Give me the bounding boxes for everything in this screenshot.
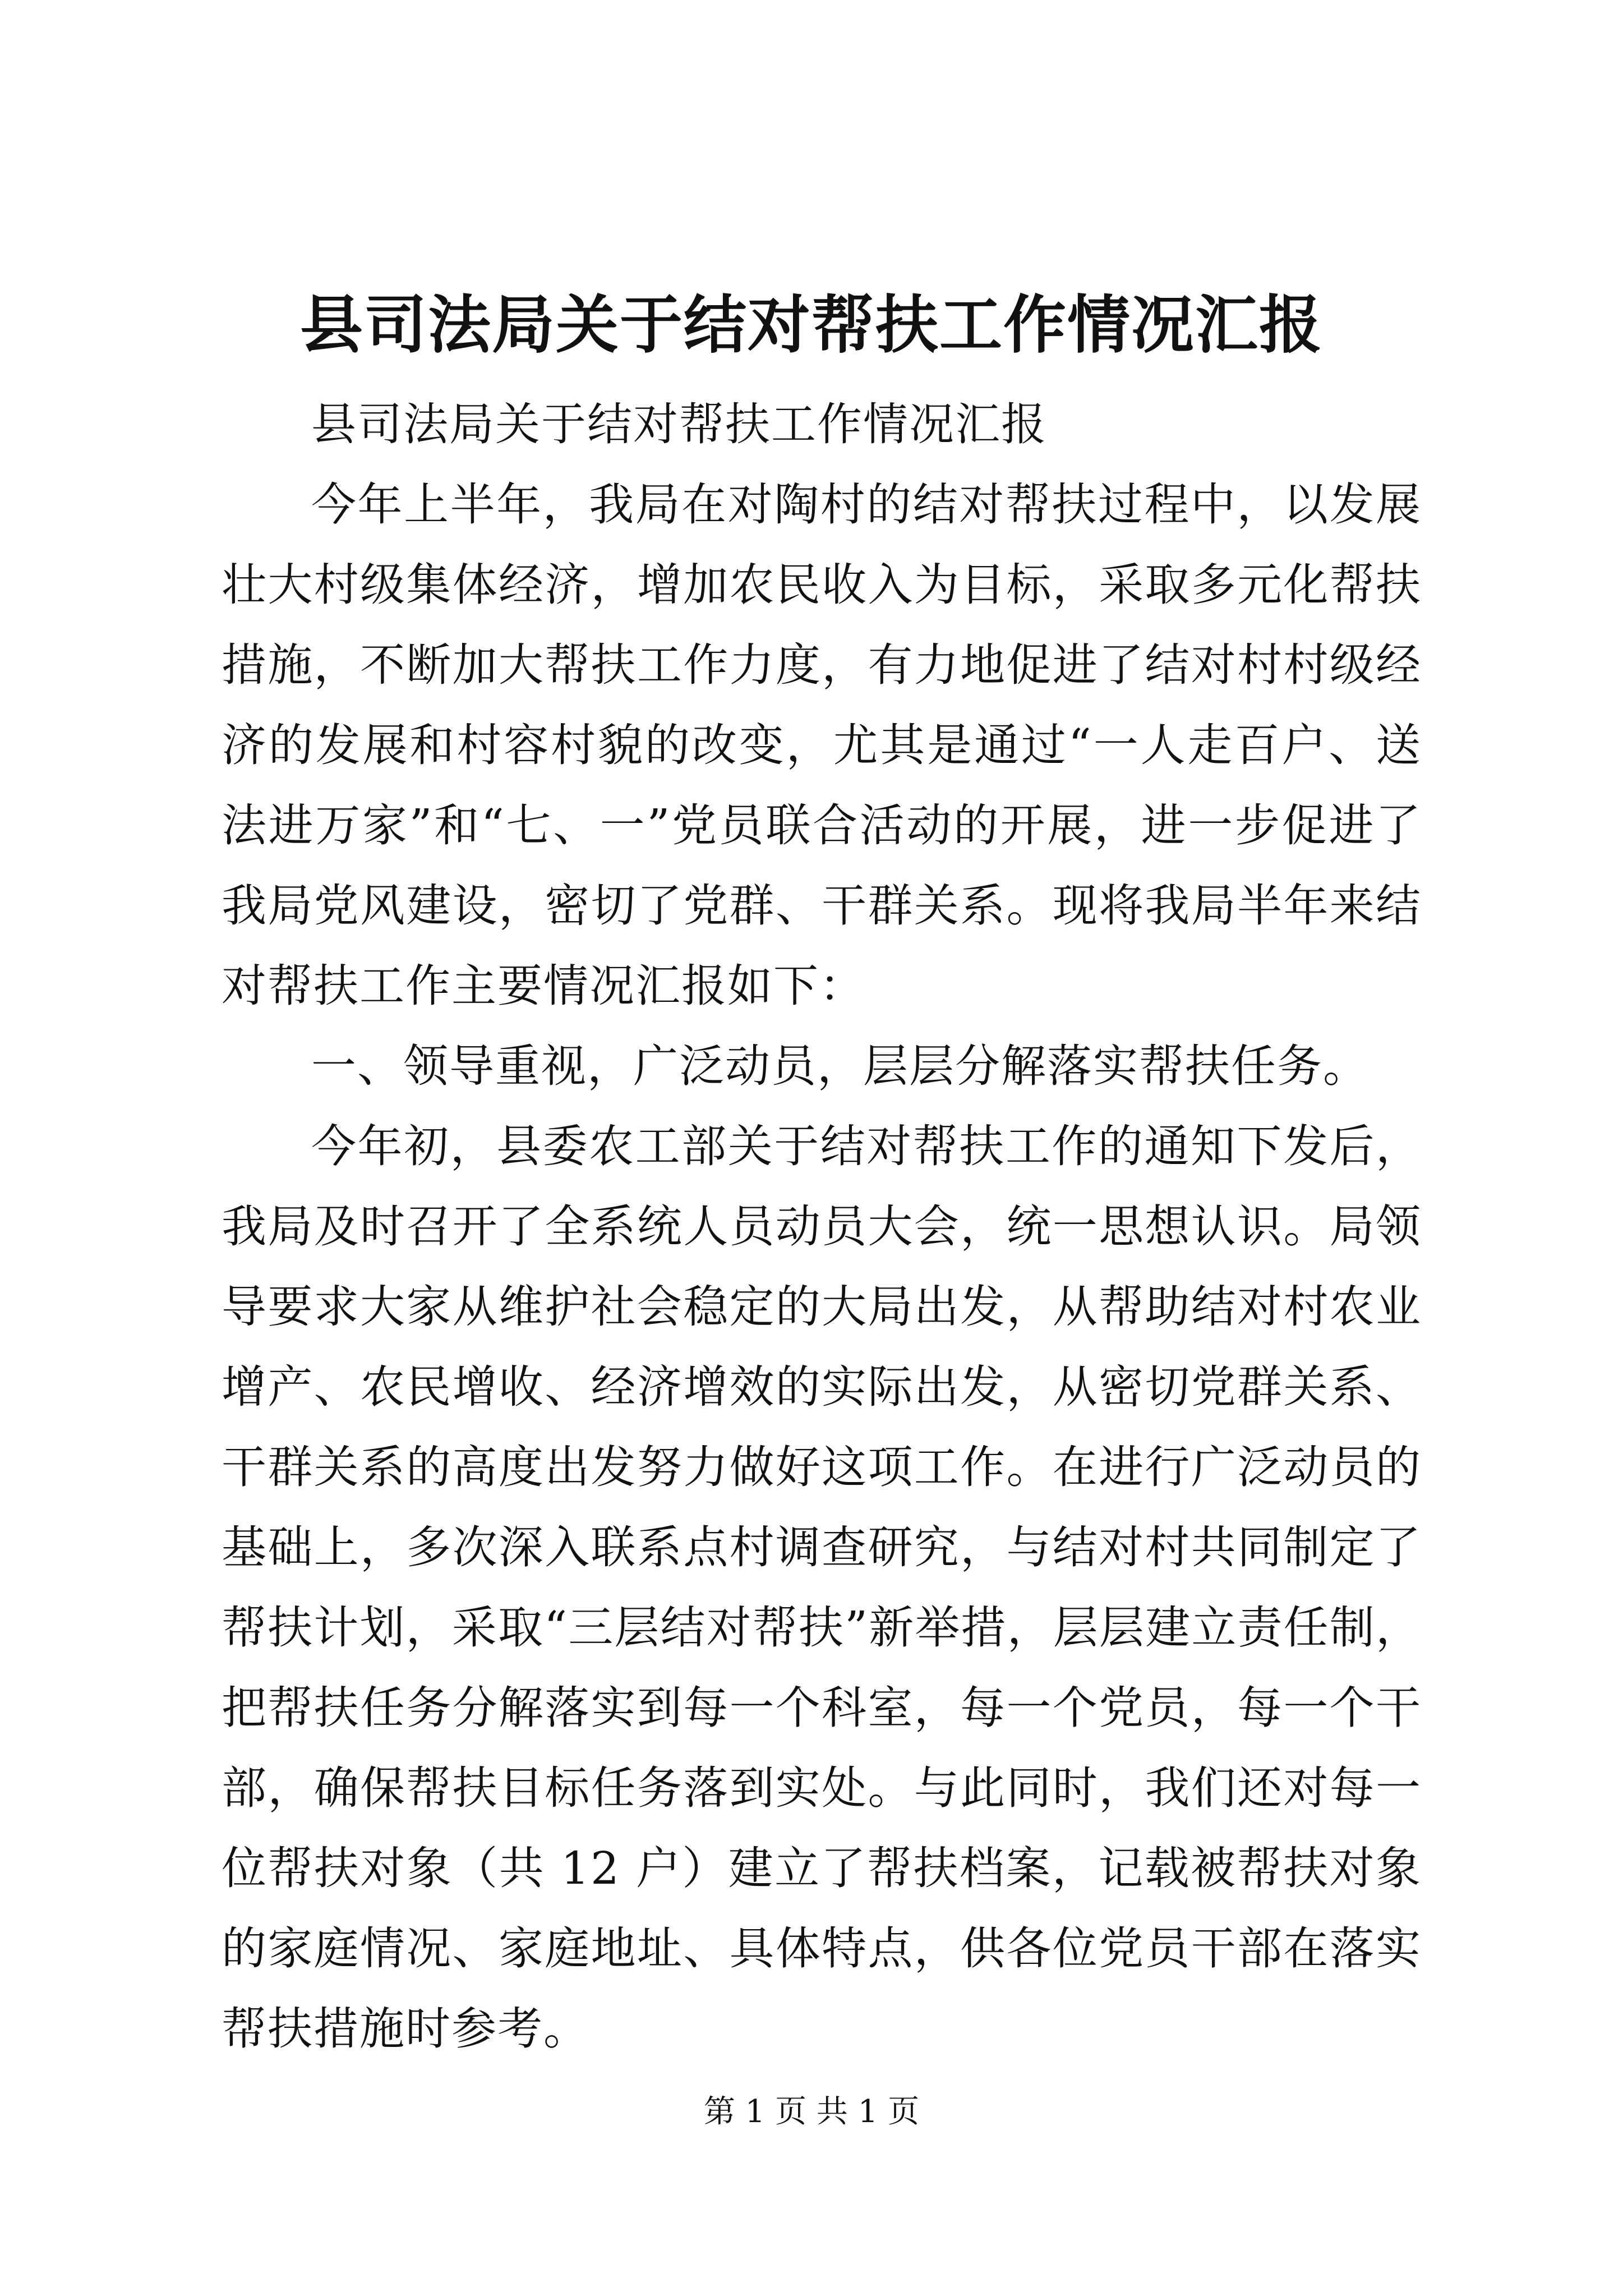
document-title: 县司法局关于结对帮扶工作情况汇报	[300, 288, 1323, 362]
section-1-paragraph: 今年初，县委农工部关于结对帮扶工作的通知下发后，我局及时召开了全系统人员动员大会，统一思想认识。局领导要求大家从维护社会稳定的大局出发，从帮助结对村农业增产、农民增收、经济增效的实际出发，从密切党群关系、干群关系的高度出发努力做好这项工作。在进行广泛动员的基础上，多次深入联系点村调查研究，与结对村共同制定了帮扶计划，采取“三层结对帮扶”新举措，层层建立责任制，把帮扶任务分解落实到每一个科室，每一个党员，每一个干部，确保帮扶目标任务落到实处。与此同时，我们还对每一位帮扶对象（共 12 户）建立了帮扶档案，记载被帮扶对象的家庭情况、家庭地址、具体特点，供各位党员干部在落实帮扶措施时参考。	[222, 1120, 1422, 2055]
section-heading-1: 一、领导重视，广泛动员，层层分解落实帮扶任务。	[311, 1040, 1369, 1092]
page-footer: 第 1 页 共 1 页	[703, 2093, 920, 2130]
subtitle-paragraph: 县司法局关于结对帮扶工作情况汇报	[311, 398, 1047, 450]
intro-paragraph: 今年上半年，我局在对陶村的结对帮扶过程中，以发展壮大村级集体经济，增加农民收入为目标，采取多元化帮扶措施，不断加大帮扶工作力度，有力地促进了结对村村级经济的发展和村容村貌的改变，尤其是通过“一人走百户、送法进万家”和“七、一”党员联合活动的开展，进一步促进了我局党风建设，密切了党群、干群关系。现将我局半年来结对帮扶工作主要情况汇报如下：	[222, 478, 1422, 1012]
document-body	[222, 384, 1422, 2069]
